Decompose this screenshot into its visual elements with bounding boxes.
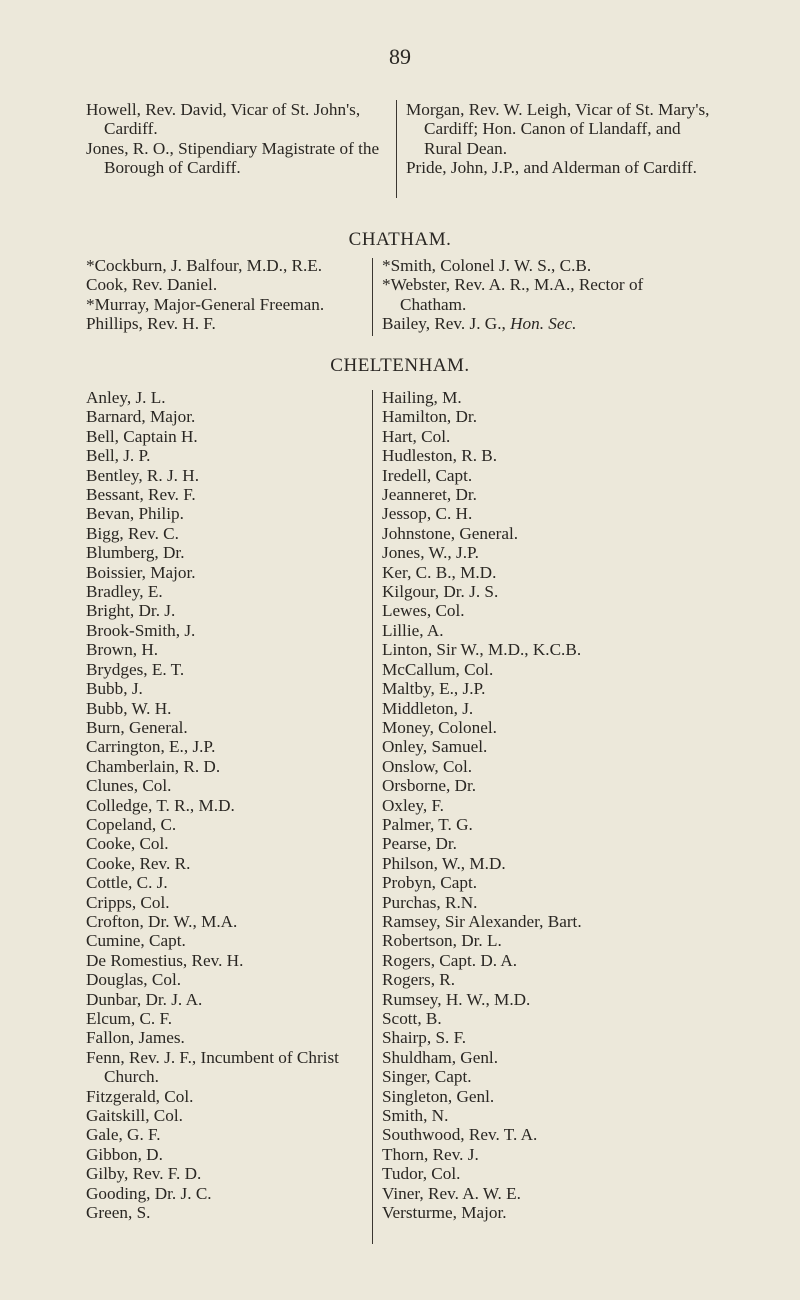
column-divider <box>372 258 373 336</box>
list-item: Bubb, J. <box>86 679 143 699</box>
cardiff-left-column <box>86 100 386 178</box>
list-item: Copeland, C. <box>86 814 177 834</box>
list-item: Carrington, E., J.P. <box>86 737 216 757</box>
list-item: Versturme, Major. <box>382 1203 507 1223</box>
list-item: Rogers, Capt. D. A. <box>382 950 518 970</box>
list-item: Onley, Samuel. <box>382 737 488 757</box>
chatham-left-column <box>86 256 386 334</box>
list-item: Phillips, Rev. H. F. <box>86 314 216 334</box>
list-item: Singer, Capt. <box>382 1067 472 1087</box>
list-item: Cumine, Capt. <box>86 931 186 951</box>
list-item: Jessop, C. H. <box>382 504 473 524</box>
list-item: Howell, Rev. David, Vicar of St. John's, Cardiff. <box>86 100 361 139</box>
list-item: Bubb, W. H. <box>86 698 172 718</box>
list-item: *Webster, Rev. A. R., M.A., Rector of Chatham. <box>382 275 644 314</box>
cheltenham-right-column <box>382 388 722 1222</box>
list-item: Pride, John, J.P., and Alderman of Cardiff. <box>406 158 697 178</box>
list-item: Chamberlain, R. D. <box>86 756 221 776</box>
list-item: Orsborne, Dr. <box>382 776 477 796</box>
list-item: Bigg, Rev. C. <box>86 523 179 543</box>
list-item: Purchas, R.N. <box>382 892 478 912</box>
list-item: Cooke, Rev. R. <box>86 853 191 873</box>
list-item: Bell, Captain H. <box>86 426 198 446</box>
list-item: Cooke, Col. <box>86 834 169 854</box>
hon-sec-label: Hon. Sec. <box>510 314 577 334</box>
list-item: Tudor, Col. <box>382 1164 461 1184</box>
list-item: Cripps, Col. <box>86 892 170 912</box>
list-item: Probyn, Capt. <box>382 873 478 893</box>
list-item: Clunes, Col. <box>86 776 172 796</box>
list-item: Middleton, J. <box>382 698 474 718</box>
list-item: Burn, General. <box>86 717 188 737</box>
list-item: Bright, Dr. J. <box>86 601 176 621</box>
list-item: *Cockburn, J. Balfour, M.D., R.E. <box>86 256 323 275</box>
list-item: Robertson, Dr. L. <box>382 931 502 951</box>
list-item: Philson, W., M.D. <box>382 853 506 873</box>
list-item: Cottle, C. J. <box>86 873 168 893</box>
list-item: Bentley, R. J. H. <box>86 465 199 485</box>
list-item: Johnstone, General. <box>382 523 519 543</box>
list-item: Elcum, C. F. <box>86 1009 172 1028</box>
list-item: Anley, J. L. <box>86 388 166 407</box>
list-item: Southwood, Rev. T. A. <box>382 1125 538 1145</box>
list-item: Onslow, Col. <box>382 756 473 776</box>
list-item: Hudleston, R. B. <box>382 446 498 466</box>
page-number: 89 <box>389 44 411 69</box>
list-item: Crofton, Dr. W., M.A. <box>86 911 238 931</box>
list-item: Blumberg, Dr. <box>86 543 185 563</box>
list-item: Bessant, Rev. F. <box>86 485 196 505</box>
list-item: Brown, H. <box>86 640 159 660</box>
list-item-text: Bailey, Rev. J. G., <box>382 314 511 334</box>
list-item: Palmer, T. G. <box>382 814 473 834</box>
list-item: Douglas, Col. <box>86 970 182 990</box>
list-item: De Romestius, Rev. H. <box>86 950 244 970</box>
list-item: Green, S. <box>86 1203 151 1223</box>
cheltenham-left-column <box>86 388 386 1222</box>
list-item: Rumsey, H. W., M.D. <box>382 989 531 1009</box>
list-item: Colledge, T. R., M.D. <box>86 795 235 815</box>
list-item: Bevan, Philip. <box>86 504 184 524</box>
list-item: Scott, B. <box>382 1009 442 1028</box>
list-item: Jones, W., J.P. <box>382 543 479 563</box>
chatham-right-column <box>382 256 712 334</box>
list-item: *Smith, Colonel J. W. S., C.B. <box>382 256 592 275</box>
list-item: Cook, Rev. Daniel. <box>86 275 218 295</box>
list-item: Lewes, Col. <box>382 601 465 621</box>
list-item: Boissier, Major. <box>86 562 196 582</box>
list-item: Maltby, E., J.P. <box>382 679 486 699</box>
list-item: Hart, Col. <box>382 426 451 446</box>
list-item: *Murray, Major-General Freeman. <box>86 294 325 314</box>
section-heading-cheltenham: CHELTENHAM. <box>330 355 470 376</box>
list-item: Shairp, S. F. <box>382 1028 467 1048</box>
list-item: Shuldham, Genl. <box>382 1047 499 1067</box>
list-item: Morgan, Rev. W. Leigh, Vicar of St. Mary's, Cardiff; Hon. Canon of Llandaff, and Rural Dean. <box>406 100 710 158</box>
list-item: Rogers, R. <box>382 970 456 990</box>
list-item: Money, Colonel. <box>382 717 497 737</box>
list-item <box>382 314 712 333</box>
list-item: Jones, R. O., Stipendiary Magistrate of the Borough of Cardiff. <box>86 138 380 178</box>
list-item: Brydges, E. T. <box>86 659 185 679</box>
list-item: Pearse, Dr. <box>382 834 457 854</box>
list-item: Jeanneret, Dr. <box>382 485 477 505</box>
section-heading-chatham: CHATHAM. <box>348 229 452 250</box>
list-item: Iredell, Capt. <box>382 465 473 485</box>
list-item: Gooding, Dr. J. C. <box>86 1183 212 1203</box>
list-item: Smith, N. <box>382 1106 449 1126</box>
list-item: Linton, Sir W., M.D., K.C.B. <box>382 640 582 660</box>
list-item: Viner, Rev. A. W. E. <box>382 1183 521 1203</box>
list-item: McCallum, Col. <box>382 659 494 679</box>
list-item: Gibbon, D. <box>86 1144 163 1164</box>
list-item: Singleton, Genl. <box>382 1086 495 1106</box>
list-item: Oxley, F. <box>382 795 444 815</box>
list-item: Gilby, Rev. F. D. <box>86 1164 202 1184</box>
list-item: Hamilton, Dr. <box>382 407 478 427</box>
list-item: Gale, G. F. <box>86 1125 161 1145</box>
list-item: Ker, C. B., M.D. <box>382 562 497 582</box>
column-divider <box>372 390 373 1244</box>
list-item: Fallon, James. <box>86 1028 185 1048</box>
list-item: Gaitskill, Col. <box>86 1106 183 1126</box>
list-item: Hailing, M. <box>382 388 462 407</box>
list-item: Thorn, Rev. J. <box>382 1144 479 1164</box>
list-item: Kilgour, Dr. J. S. <box>382 582 499 602</box>
list-item: Dunbar, Dr. J. A. <box>86 989 203 1009</box>
list-item: Brook-Smith, J. <box>86 620 196 640</box>
list-item: Bradley, E. <box>86 582 163 602</box>
list-item: Lillie, A. <box>382 620 444 640</box>
list-item: Barnard, Major. <box>86 407 196 427</box>
list-item: Bell, J. P. <box>86 446 151 466</box>
cardiff-right-column <box>406 100 716 178</box>
list-item: Ramsey, Sir Alexander, Bart. <box>382 911 582 931</box>
column-divider <box>396 100 397 198</box>
list-item: Fitzgerald, Col. <box>86 1086 194 1106</box>
list-item: Fenn, Rev. J. F., Incumbent of Christ Church. <box>86 1047 339 1087</box>
